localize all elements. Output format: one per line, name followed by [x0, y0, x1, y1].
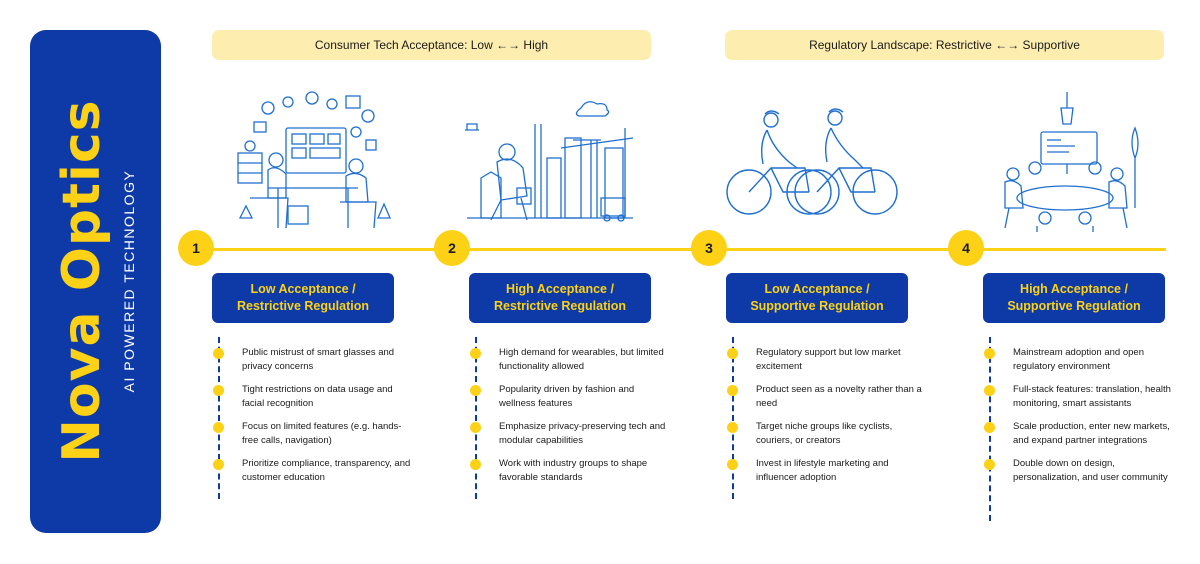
bullet-dot: [213, 385, 224, 396]
step-number-2: 2: [434, 230, 470, 266]
bullet-text: Product seen as a novelty rather than a need: [756, 384, 922, 409]
bullet-dot: [470, 385, 481, 396]
scenario-title-3: Low Acceptance / Supportive Regulation: [726, 273, 908, 323]
list-item: [984, 420, 1184, 448]
bullet-dot: [984, 348, 995, 359]
bullet-text: High demand for wearables, but limited functionality allowed: [499, 347, 664, 372]
bullet-text: Focus on limited features (e.g. hands-free calls, navigation): [242, 421, 402, 446]
office-workers-with-dashboard-icon: [228, 88, 404, 238]
bullet-text: Tight restrictions on data usage and facial recognition: [242, 384, 393, 409]
list-item: [470, 346, 670, 374]
bullet-dot: [727, 459, 738, 470]
brand-title: Nova Optics: [52, 99, 112, 463]
list-item: [213, 383, 413, 411]
bullet-dot: [727, 422, 738, 433]
scenario-title-4: High Acceptance / Supportive Regulation: [983, 273, 1165, 323]
list-item: [213, 457, 413, 485]
bullet-text: Scale production, enter new markets, and expand partner integrations: [1013, 421, 1170, 446]
list-item: [470, 457, 670, 485]
bullet-dot: [213, 422, 224, 433]
timeline-line: [186, 248, 1166, 251]
bullet-dot: [727, 385, 738, 396]
list-item: [727, 420, 927, 448]
bullet-dot: [727, 348, 738, 359]
bullet-text: Invest in lifestyle marketing and influencer adoption: [756, 458, 889, 483]
bullet-text: Popularity driven by fashion and wellness features: [499, 384, 635, 409]
scenario-bullets-1: [213, 337, 413, 485]
bullet-text: Public mistrust of smart glasses and privacy concerns: [242, 347, 395, 372]
brand-subtitle: AI POWERED TECHNOLOGY: [121, 169, 137, 393]
list-item: [470, 420, 670, 448]
bullet-text: Prioritize compliance, transparency, and customer education: [242, 458, 411, 483]
scenario-bullets-2: [470, 337, 670, 485]
team-meeting-icon: [985, 88, 1161, 238]
bullet-text: Emphasize privacy-preserving tech and modular capabilities: [499, 421, 666, 446]
step-number-4: 4: [948, 230, 984, 266]
bullet-text: Regulatory support but low market excitement: [756, 347, 901, 372]
step-number-1: 1: [178, 230, 214, 266]
industrial-city-worker-icon: [461, 88, 637, 238]
regulatory-axis-label: Regulatory Landscape: Restrictive ←→ Supportive: [725, 30, 1164, 60]
list-item: [727, 346, 927, 374]
bullet-dot: [470, 348, 481, 359]
bullet-dot: [470, 422, 481, 433]
acceptance-axis-label: Consumer Tech Acceptance: Low ←→ High: [212, 30, 651, 60]
scenario-bullets-3: [727, 337, 927, 485]
bullet-text: Full-stack features: translation, health monitoring, smart assistants: [1013, 384, 1171, 409]
bullet-text: Double down on design, personalization, and user community: [1013, 458, 1168, 483]
list-item: [213, 346, 413, 374]
brand-block: [26, 31, 166, 531]
bullet-text: Mainstream adoption and open regulatory environment: [1013, 347, 1144, 372]
scenario-title-1: Low Acceptance / Restrictive Regulation: [212, 273, 394, 323]
bullet-dot: [984, 385, 995, 396]
cyclists-icon: [723, 88, 899, 238]
bullet-dot: [213, 459, 224, 470]
bullet-text: Work with industry groups to shape favorable standards: [499, 458, 648, 483]
list-item: [984, 346, 1184, 374]
list-item: [984, 457, 1184, 485]
list-item: [213, 420, 413, 448]
bullet-text: Target niche groups like cyclists, couriers, or creators: [756, 421, 893, 446]
bullet-dot: [984, 459, 995, 470]
list-item: [727, 457, 927, 485]
bullet-dot: [984, 422, 995, 433]
scenario-bullets-4: [984, 337, 1184, 485]
scenario-title-2: High Acceptance / Restrictive Regulation: [469, 273, 651, 323]
list-item: [470, 383, 670, 411]
list-item: [727, 383, 927, 411]
list-item: [984, 383, 1184, 411]
bullet-dot: [213, 348, 224, 359]
bullet-dot: [470, 459, 481, 470]
step-number-3: 3: [691, 230, 727, 266]
